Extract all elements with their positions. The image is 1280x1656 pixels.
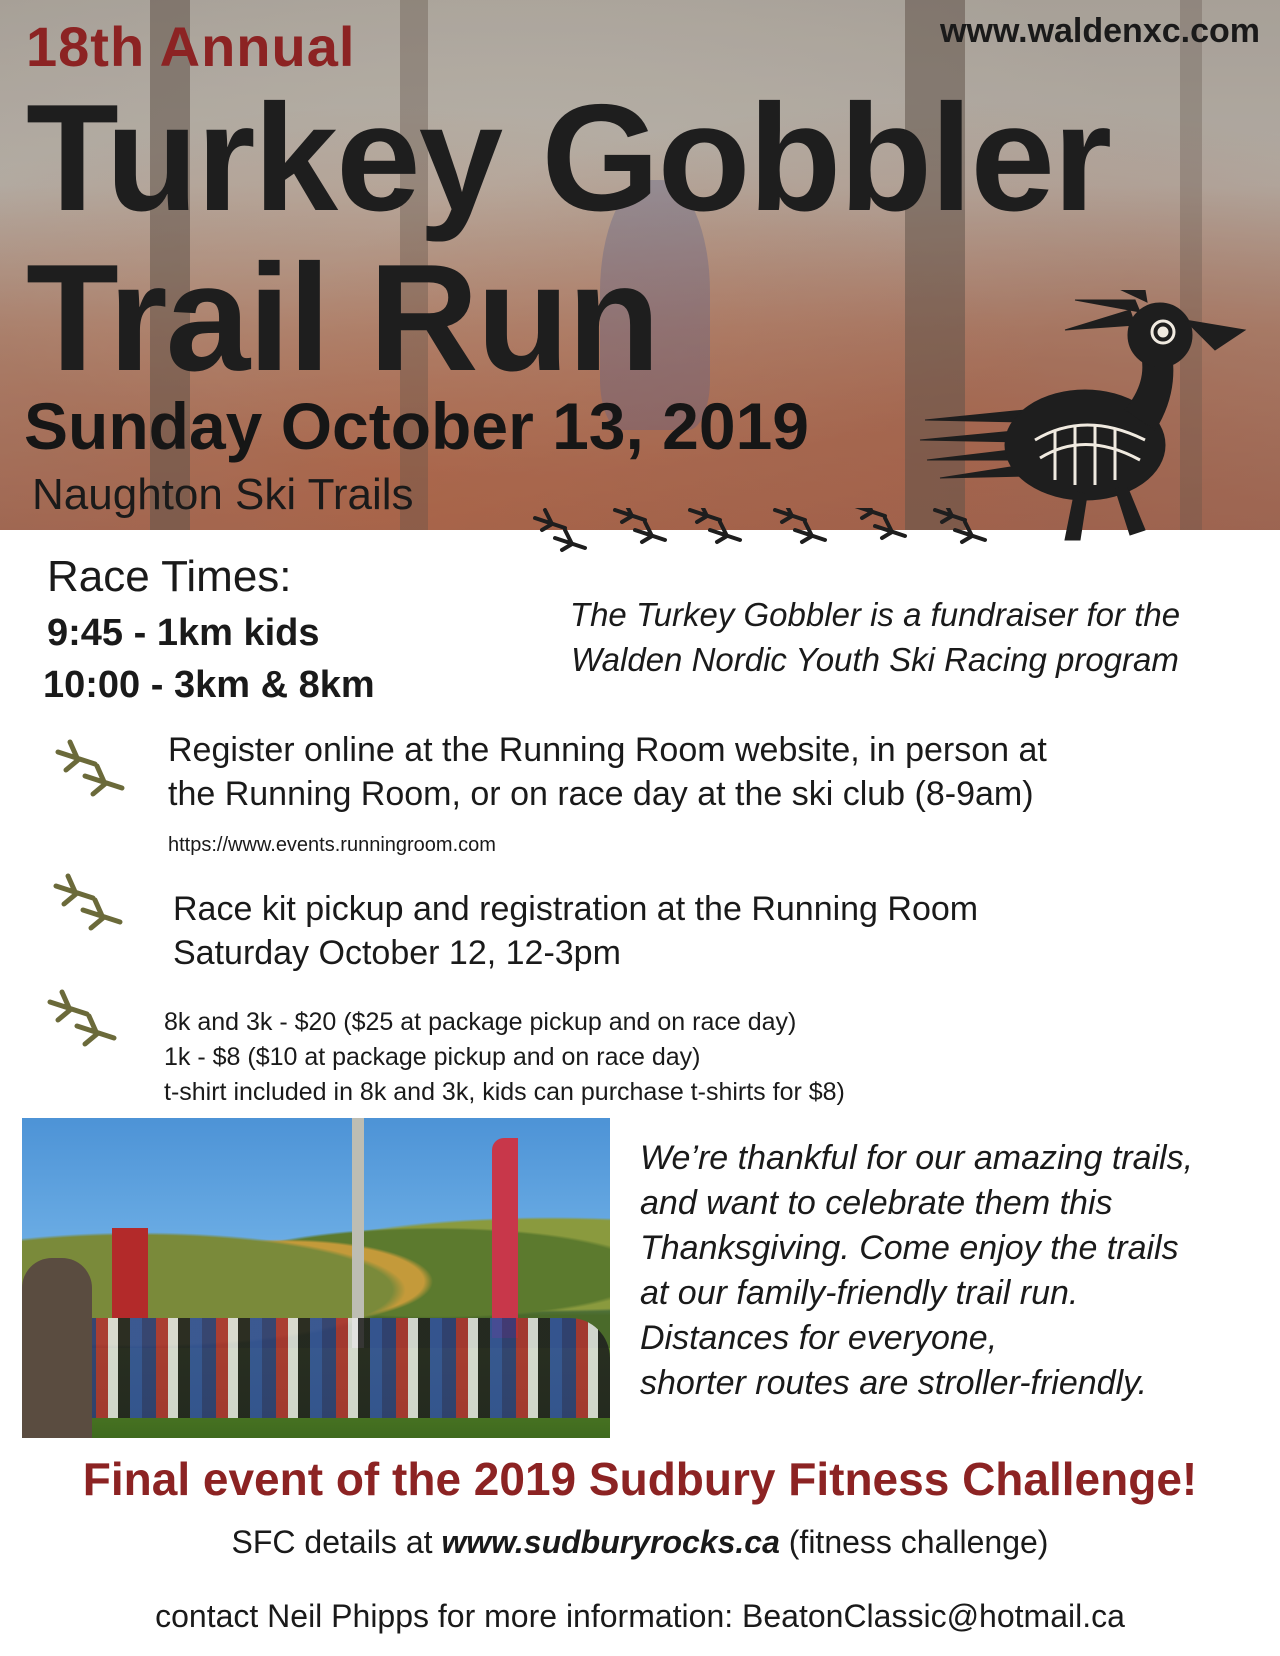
kit-pickup-info bbox=[173, 887, 1173, 975]
registration-line: Register online at the Running Room website, in person at bbox=[168, 731, 1047, 769]
fundraiser-line: Walden Nordic Youth Ski Racing program bbox=[571, 641, 1179, 678]
thanksgiving-message bbox=[640, 1136, 1260, 1406]
edition-label: 18th Annual bbox=[26, 15, 356, 78]
event-date: Sunday October 13, 2019 bbox=[24, 389, 810, 463]
thanks-line: at our family-friendly trail run. bbox=[640, 1274, 1079, 1312]
fundraiser-note bbox=[515, 592, 1235, 682]
photo-spectator bbox=[22, 1258, 92, 1438]
pricing-line: 8k and 3k - $20 ($25 at package pickup and on race day) bbox=[164, 1008, 797, 1036]
bullet-tracks-icon bbox=[48, 872, 138, 942]
sfc-prefix: SFC details at bbox=[231, 1524, 442, 1560]
race-start-photo bbox=[22, 1118, 610, 1438]
photo-runners bbox=[22, 1318, 610, 1418]
title-line-1: Turkey Gobbler bbox=[26, 73, 1111, 243]
pricing-line: 1k - $8 ($10 at package pickup and on race day) bbox=[164, 1043, 701, 1071]
event-venue: Naughton Ski Trails bbox=[32, 470, 414, 519]
contact-info: contact Neil Phipps for more information: BeatonClassic@hotmail.ca bbox=[155, 1598, 1125, 1634]
sfc-url-link[interactable]: www.sudburyrocks.ca bbox=[441, 1524, 780, 1560]
race-times-heading: Race Times: bbox=[47, 552, 292, 601]
race-time-kids: 9:45 - 1km kids bbox=[47, 612, 320, 654]
running-room-link[interactable]: https://www.events.runningroom.com bbox=[168, 834, 496, 856]
sfc-suffix: (fitness challenge) bbox=[779, 1524, 1049, 1560]
pricing-line: t-shirt included in 8k and 3k, kids can purchase t-shirts for $8) bbox=[164, 1078, 845, 1106]
final-event-banner: Final event of the 2019 Sudbury Fitness Challenge! bbox=[82, 1453, 1198, 1505]
kit-pickup-line: Saturday October 12, 12-3pm bbox=[173, 934, 621, 972]
title-line-2: Trail Run bbox=[26, 233, 659, 403]
website-link[interactable]: www.waldenxc.com bbox=[940, 12, 1260, 50]
thanks-line: and want to celebrate them this bbox=[640, 1184, 1113, 1222]
photo-flag bbox=[492, 1138, 518, 1338]
kit-pickup-line: Race kit pickup and registration at the Running Room bbox=[173, 890, 979, 928]
registration-info bbox=[168, 728, 1168, 816]
thanks-line: We’re thankful for our amazing trails, bbox=[640, 1139, 1194, 1177]
thanks-line: Distances for everyone, bbox=[640, 1319, 998, 1357]
bullet-tracks-icon bbox=[42, 988, 132, 1058]
race-time-main: 10:00 - 3km & 8km bbox=[43, 664, 375, 706]
photo-sign bbox=[112, 1228, 148, 1318]
thanks-line: shorter routes are stroller-friendly. bbox=[640, 1364, 1148, 1402]
fundraiser-line: The Turkey Gobbler is a fundraiser for the bbox=[569, 596, 1181, 633]
bullet-tracks-icon bbox=[50, 738, 140, 808]
sfc-details bbox=[0, 1524, 1280, 1561]
registration-line: the Running Room, or on race day at the ski club (8-9am) bbox=[168, 775, 1034, 813]
thanks-line: Thanksgiving. Come enjoy the trails bbox=[640, 1229, 1179, 1267]
turkey-tracks-icon bbox=[530, 508, 1010, 568]
pricing-info bbox=[164, 1005, 1164, 1110]
